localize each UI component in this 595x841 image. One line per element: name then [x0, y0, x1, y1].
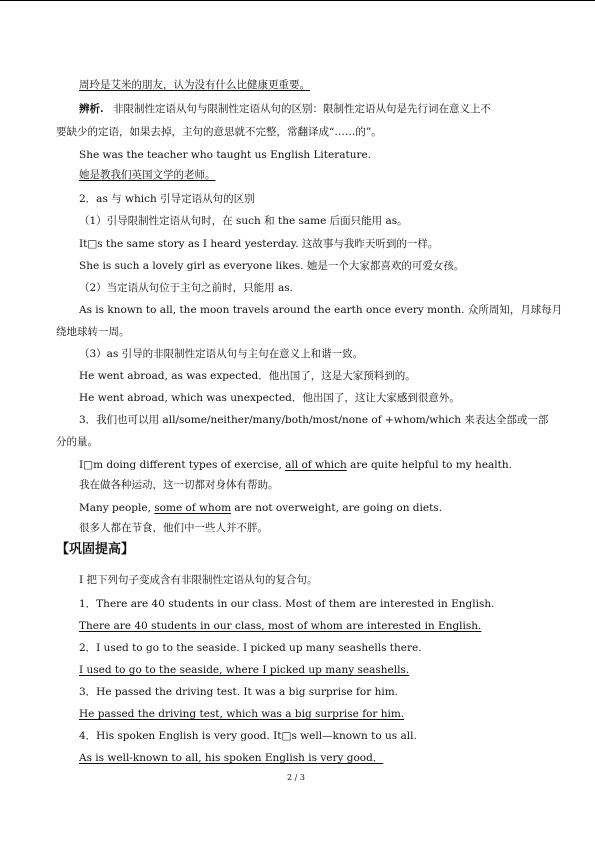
analysis-continued: 要缺少的定语，如果去掉，主句的意思就不完整，常翻译成“……的”。	[56, 126, 382, 138]
example-translation: 我在做各种运动，这一切都对身体有帮助。	[79, 479, 279, 491]
exercise-answer: There are 40 students in our class, most of whom are interested in English.	[79, 620, 482, 632]
rule-2: （2）当定语从句位于主句之前时，只能用 as.	[79, 282, 294, 294]
rule-3: （3）as 引导的非限制性定语从句与主句在意义上和谐一致。	[79, 348, 364, 360]
example-sentence	[79, 501, 442, 515]
section-heading-2: 2．as 与 which 引导定语从句的区别	[79, 193, 255, 205]
example-sentence	[79, 458, 512, 472]
example-translation: 很多人都在节食，他们中一些人并不胖。	[79, 522, 268, 534]
exercise-answer: I used to go to the seaside, where I picked up many seashells.	[79, 664, 410, 676]
exercise-answer: As is well-known to all, his spoken English is very good．	[79, 752, 384, 764]
example-sentence: It□s the same story as I heard yesterday. 这故事与我昨天听到的一样。	[79, 238, 439, 250]
analysis-text: 非限制性定语从句与限制性定语从句的区别：限制性定语从句是先行词在意义上不	[113, 103, 491, 115]
exercise-question: 4．His spoken English is very good. It□s well—known to us all.	[79, 730, 417, 742]
example-continued: 绕地球转一周。	[56, 326, 130, 338]
section-title: 【巩固提高】	[56, 542, 135, 557]
example-sentence: She is such a lovely girl as everyone likes. 她是一个大家都喜欢的可爱女孩。	[79, 260, 465, 272]
page-number: 2 / 3	[287, 773, 305, 782]
exercise-question: 2．I used to go to the seaside. I picked up many seashells there.	[79, 642, 422, 654]
analysis-line	[79, 102, 491, 116]
exercise-question: 3．He passed the driving test. It was a big surprise for him.	[79, 686, 398, 698]
sentence-part: are not overweight, are going on diets.	[234, 502, 443, 514]
translation-line: 周玲是艾米的朋友，认为没有什么比健康更重要。	[79, 79, 310, 91]
sentence-part: Many people,	[79, 502, 151, 514]
exercise-answer: He passed the driving test, which was a big surprise for him.	[79, 708, 405, 720]
sentence-part: I□m doing different types of exercise,	[79, 459, 282, 471]
section-heading-3: 3．我们也可以用 all/some/neither/many/both/most/none of +whom/which 来表达全部或一部	[79, 414, 549, 426]
example-translation: 她是教我们英国文学的老师。	[79, 169, 216, 181]
underlined-phrase: all of which	[285, 459, 347, 471]
page-top-rule	[0, 0, 595, 1]
example-sentence: He went abroad, as was expected．他出国了，这是大家预料到的。	[79, 370, 416, 382]
example-sentence: He went abroad, which was unexpected．他出国了，这让大家感到很意外。	[79, 392, 460, 404]
sentence-part: are quite helpful to my health.	[350, 459, 512, 471]
underlined-phrase: some of whom	[154, 502, 232, 514]
section-continued: 分的量。	[56, 436, 98, 448]
example-sentence: As is known to all, the moon travels around the earth once every month. 众所周知，月球每月	[79, 304, 563, 316]
example-sentence: She was the teacher who taught us English Literature.	[79, 149, 372, 161]
rule-1: （1）引导限制性定语从句时，在 such 和 the same 后面只能用 as。	[79, 215, 408, 227]
exercise-instruction: I 把下列句子变成含有非限制性定语从句的复合句。	[79, 574, 318, 586]
analysis-label: 辨析.	[79, 103, 104, 115]
exercise-question: 1．There are 40 students in our class. Most of them are interested in English.	[79, 598, 495, 610]
